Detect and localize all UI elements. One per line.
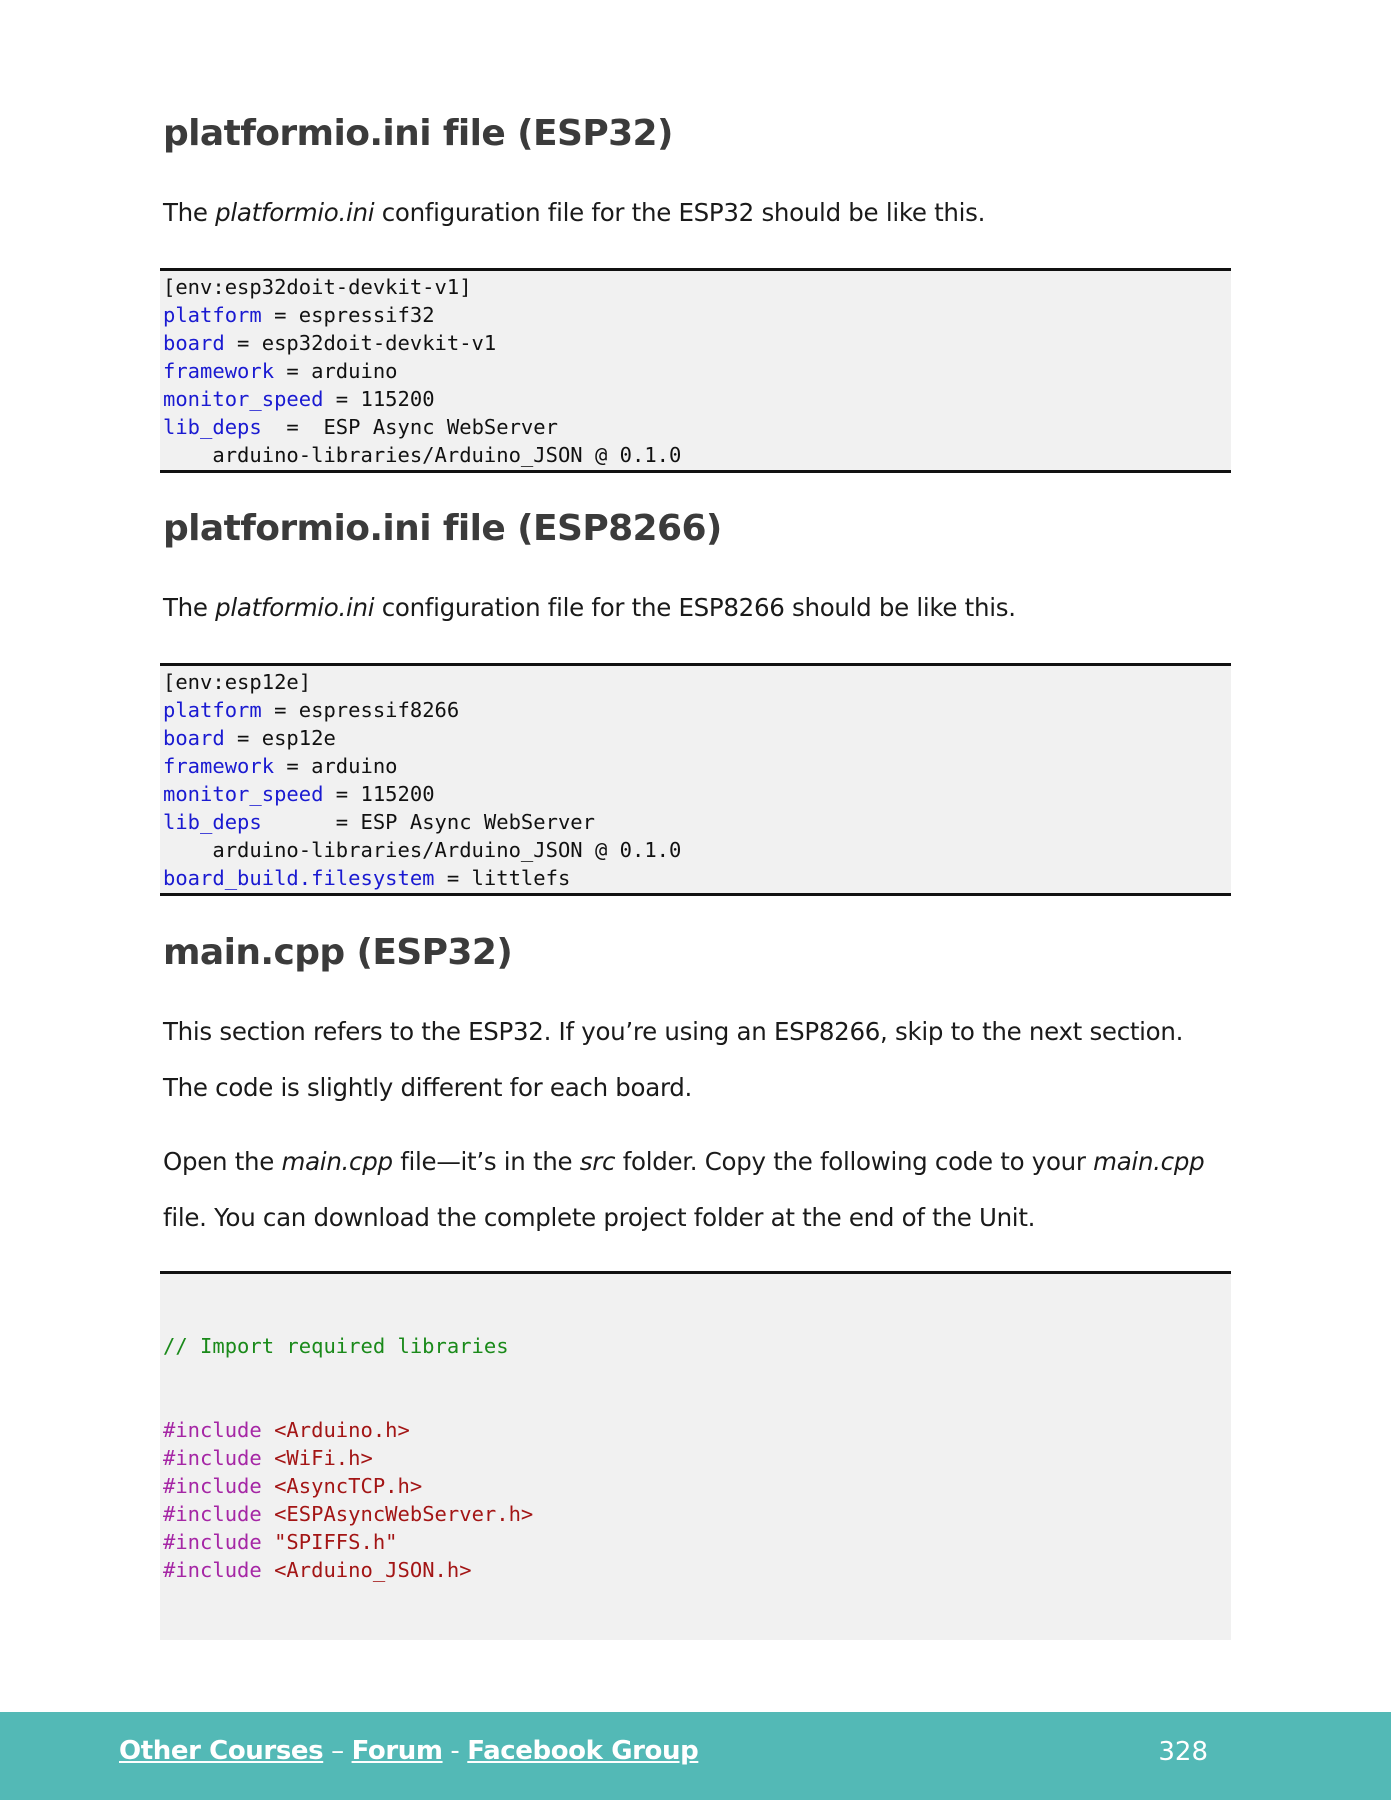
code-value: = ESP Async WebServer	[261, 415, 558, 439]
code-block-esp32-ini	[160, 268, 1231, 473]
footer-separator: -	[442, 1736, 468, 1766]
link-other-courses[interactable]: Other Courses	[119, 1736, 324, 1766]
code-comment: // Import required libraries	[163, 1334, 509, 1358]
code-value: = espressif8266	[261, 698, 460, 722]
link-facebook-group[interactable]: Facebook Group	[467, 1736, 699, 1766]
code-line: [env:esp32doit-devkit-v1]	[163, 275, 472, 299]
code-line: arduino-libraries/Arduino_JSON @ 0.1.0	[163, 443, 682, 467]
code-line	[163, 808, 1231, 836]
page-number: 328	[1158, 1737, 1208, 1767]
footer-links	[119, 1736, 698, 1766]
code-key: board	[163, 726, 225, 750]
code-block-main-cpp	[160, 1271, 1231, 1640]
code-line	[163, 385, 1231, 413]
code-include-line: #include <WiFi.h>	[163, 1446, 373, 1470]
code-value: = 115200	[323, 782, 435, 806]
heading-main-cpp: main.cpp (ESP32)	[163, 932, 513, 973]
code-include-line: #include <Arduino_JSON.h>	[163, 1558, 472, 1582]
intro-esp32-ini: The platformio.ini configuration file for the ESP32 should be like this.	[163, 198, 986, 227]
code-key: monitor_speed	[163, 782, 324, 806]
code-line	[163, 413, 1231, 441]
link-forum[interactable]: Forum	[351, 1736, 443, 1766]
code-value: = esp12e	[224, 726, 336, 750]
code-value: = espressif32	[261, 303, 435, 327]
code-include-line: #include <Arduino.h>	[163, 1418, 410, 1442]
paragraph-esp32-note-line2: The code is slightly different for each board.	[163, 1073, 693, 1102]
code-key: platform	[163, 303, 262, 327]
code-line	[163, 357, 1231, 385]
code-key: board_build.filesystem	[163, 866, 435, 890]
heading-esp32-ini: platformio.ini file (ESP32)	[163, 113, 673, 154]
code-line	[163, 301, 1231, 329]
code-line	[163, 329, 1231, 357]
paragraph-esp32-note-line1: This section refers to the ESP32. If you’re using an ESP8266, skip to the next section.	[163, 1017, 1184, 1046]
code-key: platform	[163, 698, 262, 722]
code-include-line: #include "SPIFFS.h"	[163, 1530, 398, 1554]
code-include-line: #include <ESPAsyncWebServer.h>	[163, 1502, 534, 1526]
code-key: framework	[163, 754, 275, 778]
code-value: = arduino	[274, 754, 398, 778]
paragraph-open-main-line2: file. You can download the complete project folder at the end of the Unit.	[163, 1203, 1036, 1232]
code-line	[163, 696, 1231, 724]
footer-bar	[0, 1712, 1391, 1800]
paragraph-esp32-note	[163, 1004, 1183, 1116]
paragraph-open-main: Open the main.cpp file—it’s in the src folder. Copy the following code to your main.cpp file. You can download the complete project folder at the end of the Unit.	[163, 1147, 1205, 1232]
intro-esp8266-ini: The platformio.ini configuration file for the ESP8266 should be like this.	[163, 593, 1016, 622]
code-include-line: #include <AsyncTCP.h>	[163, 1474, 423, 1498]
code-line: [env:esp12e]	[163, 670, 312, 694]
code-line	[163, 724, 1231, 752]
code-key: lib_deps	[163, 415, 262, 439]
code-key: board	[163, 331, 225, 355]
code-key: monitor_speed	[163, 387, 324, 411]
code-value: = arduino	[274, 359, 398, 383]
code-key: framework	[163, 359, 275, 383]
code-line: arduino-libraries/Arduino_JSON @ 0.1.0	[163, 838, 682, 862]
code-key: lib_deps	[163, 810, 262, 834]
code-line	[163, 752, 1231, 780]
code-line	[163, 864, 1231, 892]
footer-separator: –	[323, 1736, 352, 1766]
heading-esp8266-ini: platformio.ini file (ESP8266)	[163, 508, 722, 549]
code-line	[163, 780, 1231, 808]
code-value: = littlefs	[434, 866, 571, 890]
code-value: = ESP Async WebServer	[261, 810, 595, 834]
code-block-esp8266-ini	[160, 663, 1231, 896]
code-value: = esp32doit-devkit-v1	[224, 331, 497, 355]
code-value: = 115200	[323, 387, 435, 411]
